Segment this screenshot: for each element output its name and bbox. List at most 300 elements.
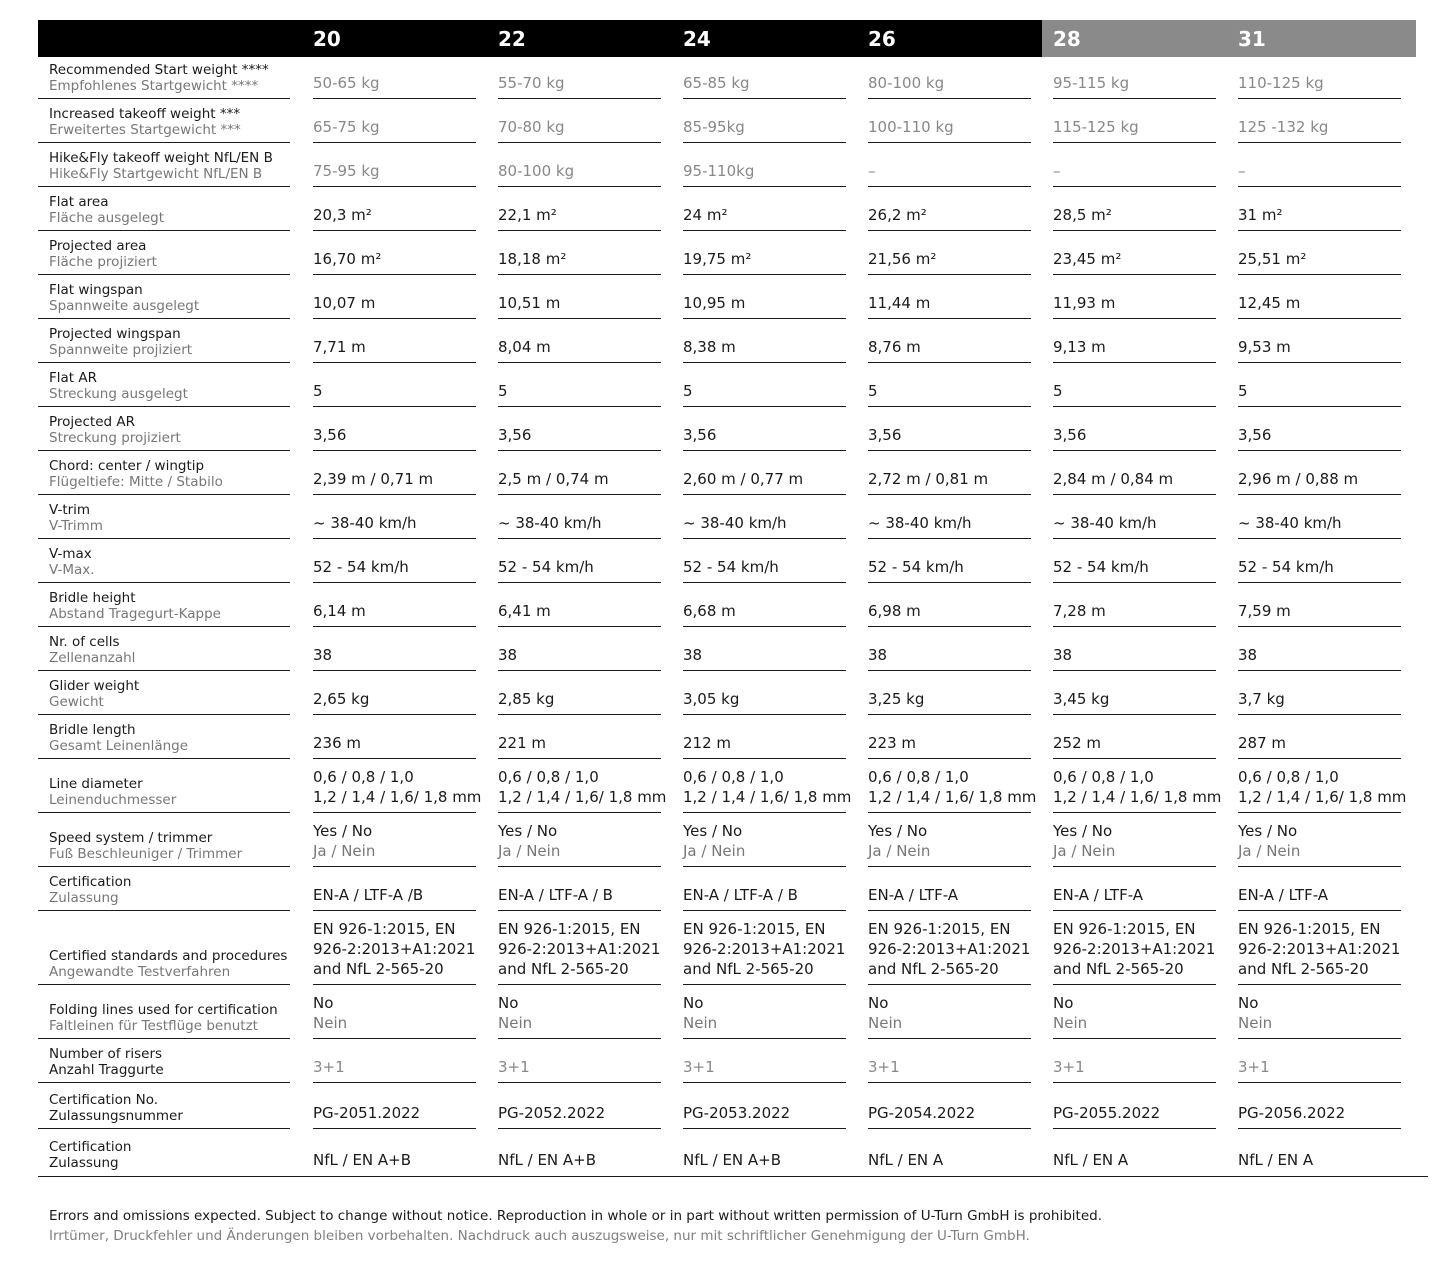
row-label-en: Number of risers — [49, 1046, 163, 1062]
value-cell — [498, 161, 661, 187]
spec-row — [38, 1131, 1428, 1177]
row-label-en: Projected area — [49, 238, 147, 254]
cell-value: 0,6 / 0,8 / 1,0 — [868, 768, 969, 786]
value-cell — [498, 73, 661, 99]
cell-value: NfL / EN A+B — [683, 1151, 782, 1169]
value-cell — [498, 1150, 661, 1175]
cell-value: 38 — [683, 646, 703, 664]
value-cell — [1238, 73, 1401, 99]
cell-value: 70-80 kg — [498, 118, 565, 136]
cell-value: 3+1 — [498, 1058, 530, 1076]
cell-value: 5 — [498, 382, 508, 400]
row-label-de: Zulassung — [49, 890, 119, 906]
spec-row — [38, 815, 1428, 869]
cell-value: 252 m — [1053, 734, 1102, 752]
value-cell — [868, 161, 1031, 187]
cell-value: 125 -132 kg — [1238, 118, 1329, 136]
value-cell — [683, 689, 846, 715]
value-cell — [683, 381, 846, 407]
cell-value: 287 m — [1238, 734, 1287, 752]
value-cell — [313, 1057, 476, 1083]
cell-value: 2,39 m / 0,71 m — [313, 470, 434, 488]
cell-value: 8,76 m — [868, 338, 921, 356]
row-label-en: V-max — [49, 546, 92, 562]
row-label-de: V-Max. — [49, 562, 95, 578]
row-label-de: Gesamt Leinenlänge — [49, 738, 189, 754]
value-cell — [1238, 919, 1401, 985]
value-cell — [868, 645, 1031, 671]
cell-value-secondary: Ja / Nein — [313, 842, 376, 860]
cell-value: 223 m — [868, 734, 917, 752]
value-cell — [683, 993, 846, 1039]
cell-value: 3+1 — [1238, 1058, 1270, 1076]
spec-row — [38, 1041, 1428, 1085]
value-cell — [1053, 993, 1216, 1039]
row-label — [38, 830, 290, 867]
value-cell — [1238, 117, 1401, 143]
cell-value: EN 926-1:2015, EN 926-2:2013+A1:2021 and NfL 2-565-20 — [313, 920, 476, 978]
cell-value: 3,7 kg — [1238, 690, 1285, 708]
row-label-de: Zulassungsnummer — [49, 1108, 183, 1124]
row-label-en: Bridle length — [49, 722, 136, 738]
row-label-en: Folding lines used for certification — [49, 1002, 278, 1018]
value-cell — [498, 557, 661, 583]
cell-value: EN 926-1:2015, EN 926-2:2013+A1:2021 and NfL 2-565-20 — [1053, 920, 1216, 978]
size-label-22: 22 — [498, 27, 526, 51]
cell-value-secondary: Nein — [683, 1014, 718, 1032]
value-cell — [683, 821, 846, 867]
spec-row — [38, 1085, 1428, 1131]
cell-value: 38 — [1238, 646, 1258, 664]
row-label — [38, 776, 290, 813]
cell-value: 3,56 — [1053, 426, 1087, 444]
value-cell — [683, 919, 846, 985]
cell-value: 100-110 kg — [868, 118, 954, 136]
cell-value: 25,51 m² — [1238, 250, 1307, 268]
cell-value: 212 m — [683, 734, 732, 752]
row-label — [38, 722, 290, 759]
row-label-de: Spannweite ausgelegt — [49, 298, 200, 314]
value-cell — [313, 993, 476, 1039]
value-cell — [1238, 249, 1401, 275]
row-label-en: Hike&Fly takeoff weight NfL/EN B — [49, 150, 273, 166]
value-cell — [498, 293, 661, 319]
spec-row — [38, 673, 1428, 717]
cell-value: EN 926-1:2015, EN 926-2:2013+A1:2021 and NfL 2-565-20 — [498, 920, 661, 978]
cell-value-secondary: Ja / Nein — [498, 842, 561, 860]
value-cell — [1053, 425, 1216, 451]
value-cell — [1238, 601, 1401, 627]
row-label-de: Angewandte Testverfahren — [49, 964, 231, 980]
row-label-en: Projected wingspan — [49, 326, 181, 342]
cell-value: NfL / EN A — [1238, 1151, 1314, 1169]
row-label-en: Increased takeoff weight *** — [49, 106, 241, 122]
value-cell — [683, 469, 846, 495]
cell-value: 16,70 m² — [313, 250, 382, 268]
value-cell — [1238, 689, 1401, 715]
spec-row — [38, 497, 1428, 541]
cell-value-secondary: Ja / Nein — [1053, 842, 1116, 860]
value-cell — [1053, 885, 1216, 911]
cell-value: 3+1 — [868, 1058, 900, 1076]
cell-value-secondary: 1,2 / 1,4 / 1,6/ 1,8 mm — [1053, 788, 1222, 806]
value-cell — [1238, 205, 1401, 231]
row-label — [38, 948, 290, 985]
cell-value: 55-70 kg — [498, 74, 565, 92]
value-cell — [498, 821, 661, 867]
cell-value: EN-A / LTF-A /B — [313, 886, 424, 904]
cell-value: 6,68 m — [683, 602, 736, 620]
cell-value: NfL / EN A+B — [313, 1151, 412, 1169]
value-cell — [1053, 337, 1216, 363]
cell-value-secondary: Nein — [498, 1014, 533, 1032]
cell-value-secondary: Nein — [1053, 1014, 1088, 1032]
row-label-de: Erweitertes Startgewicht *** — [49, 122, 241, 138]
cell-value: 3+1 — [1053, 1058, 1085, 1076]
value-cell — [1238, 293, 1401, 319]
value-cell — [683, 73, 846, 99]
row-label-de: Fuß Beschleuniger / Trimmer — [49, 846, 243, 862]
row-label-en: Glider weight — [49, 678, 140, 694]
value-cell — [683, 645, 846, 671]
cell-value: EN-A / LTF-A — [1238, 886, 1329, 904]
cell-value-secondary: Nein — [1238, 1014, 1273, 1032]
value-cell — [1238, 767, 1407, 813]
cell-value: No — [683, 994, 704, 1012]
value-cell — [1053, 249, 1216, 275]
value-cell — [1053, 381, 1216, 407]
row-label-de: Gewicht — [49, 694, 104, 710]
value-cell — [1053, 469, 1216, 495]
value-cell — [683, 425, 846, 451]
cell-value: 52 - 54 km/h — [313, 558, 409, 576]
cell-value: 2,65 kg — [313, 690, 370, 708]
row-label-de: Streckung projiziert — [49, 430, 181, 446]
size-label-31: 31 — [1238, 27, 1266, 51]
row-label — [38, 1092, 290, 1129]
cell-value: Yes / No — [683, 822, 743, 840]
cell-value: 115-125 kg — [1053, 118, 1139, 136]
value-cell — [498, 645, 661, 671]
value-cell — [313, 249, 476, 275]
row-label — [38, 1046, 290, 1083]
cell-value: 52 - 54 km/h — [868, 558, 964, 576]
cell-value: 2,60 m / 0,77 m — [683, 470, 804, 488]
value-cell — [1053, 117, 1216, 143]
header-bar-grey — [1042, 20, 1416, 57]
cell-value: 2,72 m / 0,81 m — [868, 470, 989, 488]
value-cell — [1053, 161, 1216, 187]
cell-value: 3,56 — [313, 426, 347, 444]
value-cell — [313, 293, 476, 319]
row-label — [38, 282, 290, 319]
cell-value: 0,6 / 0,8 / 1,0 — [498, 768, 599, 786]
spec-row — [38, 321, 1428, 365]
cell-value: NfL / EN A — [1053, 1151, 1129, 1169]
value-cell — [1238, 1150, 1401, 1175]
cell-value: 6,41 m — [498, 602, 551, 620]
value-cell — [868, 821, 1031, 867]
spec-sheet — [38, 20, 1428, 1177]
value-cell — [498, 381, 661, 407]
value-cell — [498, 733, 661, 759]
cell-value: 110-125 kg — [1238, 74, 1324, 92]
value-cell — [868, 993, 1031, 1039]
cell-value: Yes / No — [313, 822, 373, 840]
cell-value: PG-2055.2022 — [1053, 1104, 1161, 1122]
row-label-de: Abstand Tragegurt-Kappe — [49, 606, 221, 622]
value-cell — [313, 733, 476, 759]
value-cell — [868, 1150, 1031, 1175]
row-label — [38, 678, 290, 715]
value-cell — [683, 205, 846, 231]
value-cell — [313, 767, 482, 813]
cell-value: 10,51 m — [498, 294, 561, 312]
row-label — [38, 590, 290, 627]
value-cell — [1053, 733, 1216, 759]
cell-value: 65-75 kg — [313, 118, 380, 136]
cell-value: 2,85 kg — [498, 690, 555, 708]
spec-row — [38, 761, 1428, 815]
value-cell — [313, 161, 476, 187]
spec-row — [38, 365, 1428, 409]
value-cell — [868, 601, 1031, 627]
spec-row — [38, 57, 1428, 101]
value-cell — [683, 249, 846, 275]
row-label — [38, 546, 290, 583]
value-cell — [313, 337, 476, 363]
value-cell — [1053, 293, 1216, 319]
row-label-en: Recommended Start weight **** — [49, 62, 269, 78]
cell-value: Yes / No — [1238, 822, 1298, 840]
spec-row — [38, 101, 1428, 145]
cell-value: 11,93 m — [1053, 294, 1116, 312]
cell-value: 2,84 m / 0,84 m — [1053, 470, 1174, 488]
cell-value: 20,3 m² — [313, 206, 372, 224]
size-label-20: 20 — [313, 27, 341, 51]
cell-value: NfL / EN A — [868, 1151, 944, 1169]
cell-value: 5 — [683, 382, 693, 400]
cell-value: 9,53 m — [1238, 338, 1291, 356]
value-cell — [313, 73, 476, 99]
cell-value: – — [868, 162, 876, 180]
row-label — [38, 194, 290, 231]
cell-value: 24 m² — [683, 206, 728, 224]
value-cell — [1053, 1150, 1216, 1175]
size-label-28: 28 — [1053, 27, 1081, 51]
cell-value: 3,56 — [868, 426, 902, 444]
cell-value-secondary: Nein — [313, 1014, 348, 1032]
size-label-24: 24 — [683, 27, 711, 51]
cell-value: 38 — [868, 646, 888, 664]
row-label-de: Streckung ausgelegt — [49, 386, 188, 402]
cell-value-secondary: 1,2 / 1,4 / 1,6/ 1,8 mm — [868, 788, 1037, 806]
cell-value: 2,5 m / 0,74 m — [498, 470, 609, 488]
value-cell — [868, 513, 1031, 539]
row-label-en: Nr. of cells — [49, 634, 120, 650]
cell-value: Yes / No — [498, 822, 558, 840]
cell-value: 7,71 m — [313, 338, 366, 356]
cell-value: EN 926-1:2015, EN 926-2:2013+A1:2021 and NfL 2-565-20 — [868, 920, 1031, 978]
value-cell — [683, 1057, 846, 1083]
row-label — [38, 634, 290, 671]
value-cell — [683, 293, 846, 319]
spec-row — [38, 717, 1428, 761]
value-cell — [868, 557, 1031, 583]
value-cell — [313, 1150, 476, 1175]
cell-value: EN-A / LTF-A / B — [498, 886, 613, 904]
value-cell — [498, 767, 667, 813]
cell-value: EN-A / LTF-A — [1053, 886, 1144, 904]
row-label-de: Hike&Fly Startgewicht NfL/EN B — [49, 166, 263, 182]
row-label-en: V-trim — [49, 502, 91, 518]
spec-row — [38, 145, 1428, 189]
cell-value: 3,25 kg — [868, 690, 925, 708]
cell-value: EN-A / LTF-A — [868, 886, 959, 904]
row-label — [38, 874, 290, 911]
spec-row — [38, 453, 1428, 497]
row-label-en: Certification No. — [49, 1092, 159, 1108]
cell-value: 38 — [1053, 646, 1073, 664]
row-label — [38, 1139, 290, 1175]
value-cell — [1053, 919, 1216, 985]
cell-value: 50-65 kg — [313, 74, 380, 92]
spec-row — [38, 409, 1428, 453]
row-label-de: V-Trimm — [49, 518, 103, 534]
cell-value: 0,6 / 0,8 / 1,0 — [1053, 768, 1154, 786]
row-label — [38, 1002, 290, 1039]
value-cell — [683, 117, 846, 143]
value-cell — [868, 293, 1031, 319]
row-label-en: Certification — [49, 874, 132, 890]
cell-value: 0,6 / 0,8 / 1,0 — [313, 768, 414, 786]
size-label-26: 26 — [868, 27, 896, 51]
row-label-en: Certified standards and procedures — [49, 948, 288, 964]
cell-value: 21,56 m² — [868, 250, 937, 268]
cell-value: 18,18 m² — [498, 250, 567, 268]
value-cell — [498, 689, 661, 715]
cell-value: 3+1 — [683, 1058, 715, 1076]
value-cell — [498, 601, 661, 627]
spec-row — [38, 913, 1428, 987]
cell-value: 38 — [313, 646, 333, 664]
value-cell — [1238, 469, 1401, 495]
row-label-de: Spannweite projiziert — [49, 342, 193, 358]
value-cell — [1238, 381, 1401, 407]
row-label-de: Zulassung — [49, 1155, 119, 1171]
value-cell — [868, 249, 1031, 275]
cell-value: No — [313, 994, 334, 1012]
spec-table — [38, 57, 1428, 1177]
cell-value: 0,6 / 0,8 / 1,0 — [683, 768, 784, 786]
cell-value: NfL / EN A+B — [498, 1151, 597, 1169]
cell-value: ~ 38-40 km/h — [498, 514, 602, 532]
value-cell — [498, 919, 661, 985]
cell-value: 23,45 m² — [1053, 250, 1122, 268]
row-label — [38, 106, 290, 143]
value-cell — [868, 767, 1037, 813]
cell-value: PG-2052.2022 — [498, 1104, 606, 1122]
cell-value: 5 — [1238, 382, 1248, 400]
value-cell — [313, 513, 476, 539]
cell-value-secondary: Ja / Nein — [683, 842, 746, 860]
cell-value: 3,56 — [1238, 426, 1272, 444]
value-cell — [313, 689, 476, 715]
cell-value: 5 — [1053, 382, 1063, 400]
value-cell — [868, 381, 1031, 407]
disclaimer-en: Errors and omissions expected. Subject to change without notice. Reproduction in whole or in part without written permission of U-Turn GmbH is prohibited. — [49, 1208, 1103, 1224]
value-cell — [683, 885, 846, 911]
value-cell — [1238, 733, 1401, 759]
value-cell — [498, 885, 661, 911]
value-cell — [1238, 993, 1401, 1039]
disclaimer-de: Irrtümer, Druckfehler und Änderungen bleiben vorbehalten. Nachdruck auch auszugsweise, nur mit schriftlicher Genehmigung der U-Turn GmbH. — [49, 1228, 1030, 1244]
value-cell — [498, 469, 661, 495]
cell-value: 85-95kg — [683, 118, 745, 136]
value-cell — [313, 821, 476, 867]
value-cell — [683, 513, 846, 539]
cell-value: EN 926-1:2015, EN 926-2:2013+A1:2021 and NfL 2-565-20 — [1238, 920, 1401, 978]
cell-value: 7,59 m — [1238, 602, 1291, 620]
value-cell — [498, 1103, 661, 1129]
row-label — [38, 414, 290, 451]
cell-value-secondary: 1,2 / 1,4 / 1,6/ 1,8 mm — [683, 788, 852, 806]
cell-value: ~ 38-40 km/h — [313, 514, 417, 532]
table-bottom-rule — [38, 1176, 1428, 1177]
cell-value: EN 926-1:2015, EN 926-2:2013+A1:2021 and NfL 2-565-20 — [683, 920, 846, 978]
row-label-en: Flat area — [49, 194, 109, 210]
value-cell — [313, 885, 476, 911]
row-label-en: Bridle height — [49, 590, 136, 606]
row-label-en: Certification — [49, 1139, 132, 1155]
value-cell — [1238, 513, 1401, 539]
value-cell — [683, 1150, 846, 1175]
size-header — [38, 20, 1428, 57]
spec-row — [38, 233, 1428, 277]
value-cell — [1053, 73, 1216, 99]
value-cell — [313, 117, 476, 143]
row-label-en: Flat AR — [49, 370, 97, 386]
cell-value: No — [868, 994, 889, 1012]
value-cell — [868, 469, 1031, 495]
cell-value: 11,44 m — [868, 294, 931, 312]
cell-value: PG-2056.2022 — [1238, 1104, 1346, 1122]
cell-value: 28,5 m² — [1053, 206, 1112, 224]
cell-value: 8,38 m — [683, 338, 736, 356]
value-cell — [683, 337, 846, 363]
value-cell — [1238, 337, 1401, 363]
value-cell — [313, 557, 476, 583]
cell-value: 3,56 — [498, 426, 532, 444]
row-label — [38, 238, 290, 275]
value-cell — [868, 733, 1031, 759]
value-cell — [683, 161, 846, 187]
cell-value: 3+1 — [313, 1058, 345, 1076]
value-cell — [868, 885, 1031, 911]
value-cell — [313, 601, 476, 627]
cell-value-secondary: Ja / Nein — [868, 842, 931, 860]
cell-value-secondary: 1,2 / 1,4 / 1,6/ 1,8 mm — [313, 788, 482, 806]
value-cell — [1238, 161, 1401, 187]
value-cell — [1053, 513, 1216, 539]
value-cell — [313, 205, 476, 231]
row-label-de: Fläche ausgelegt — [49, 210, 165, 226]
value-cell — [683, 767, 852, 813]
spec-row — [38, 869, 1428, 913]
row-label-de: Flügeltiefe: Mitte / Stabilo — [49, 474, 223, 490]
cell-value: 3,45 kg — [1053, 690, 1110, 708]
row-label-de: Anzahl Traggurte — [49, 1062, 164, 1078]
